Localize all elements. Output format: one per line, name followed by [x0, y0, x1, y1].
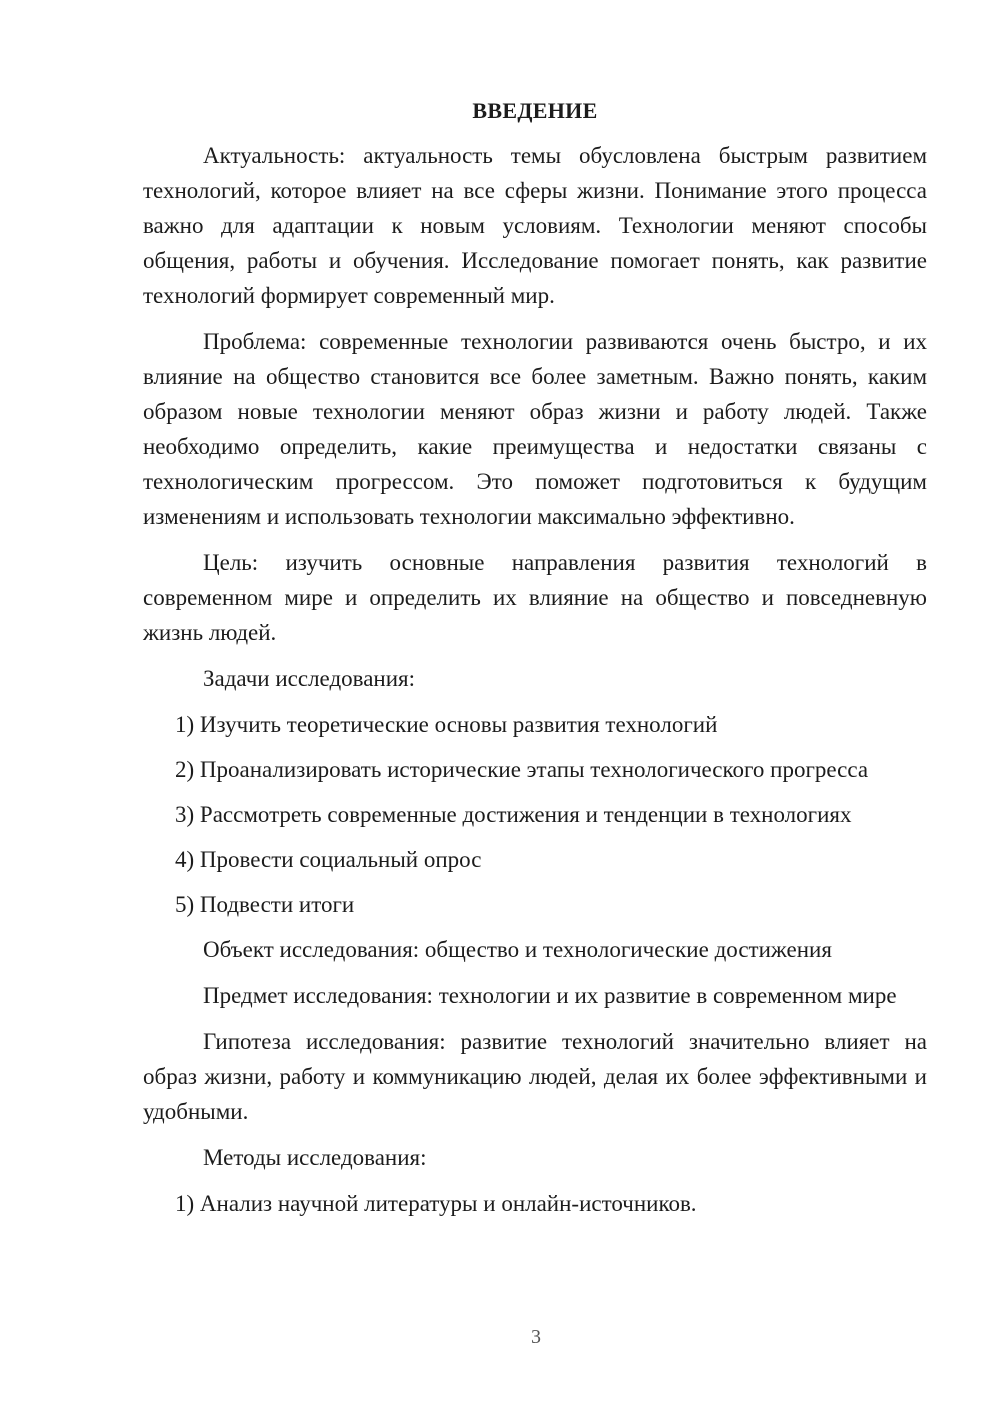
problem-paragraph: Проблема: современные технологии развиваются очень быстро, и их влияние на общество становится все более заметным. Важно понять, каким образом новые технологии меняют образ жизни и работу людей. Также необходимо определить, какие преимущества и недостатки связаны с технологическим прогрессом. Это поможет подготовиться к будущим изменениям и использовать технологии максимально эффективно.: [143, 329, 927, 529]
list-item: 4) Провести социальный опрос: [175, 847, 482, 872]
subject-paragraph: Предмет исследования: технологии и их развитие в современном мире: [203, 983, 897, 1008]
page-title: ВВЕДЕНИЕ: [472, 98, 598, 123]
page-number: 3: [531, 1326, 541, 1348]
methods-heading: Методы исследования:: [203, 1145, 427, 1170]
methods-list: [143, 1186, 927, 1221]
list-item: 2) Проанализировать исторические этапы технологического прогресса: [175, 757, 869, 782]
list-item: 3) Рассмотреть современные достижения и тенденции в технологиях: [175, 802, 852, 827]
relevance-paragraph: Актуальность: актуальность темы обусловлена быстрым развитием технологий, которое влияет на все сферы жизни. Понимание этого процесса важно для адаптации к новым условиям. Технологии меняют способы общения, работы и обучения. Исследование помогает понять, как развитие технологий формирует современный мир.: [143, 143, 927, 308]
object-line: Объект исследования: общество и технологические достижения: [203, 937, 832, 962]
list-item: 1) Изучить теоретические основы развития технологий: [175, 712, 718, 737]
list-item: 5) Подвести итоги: [175, 892, 355, 917]
tasks-heading: Задачи исследования:: [203, 666, 416, 691]
goal-paragraph: Цель: изучить основные направления развития технологий в современном мире и определить их влияние на общество и повседневную жизнь людей.: [143, 550, 927, 645]
list-item: 1) Анализ научной литературы и онлайн-источников.: [175, 1191, 697, 1216]
tasks-list: [143, 707, 927, 922]
hypothesis-paragraph: Гипотеза исследования: развитие технологий значительно влияет на образ жизни, работу и коммуникацию людей, делая их более эффективными и удобными.: [143, 1029, 927, 1124]
document-body: [143, 96, 927, 1231]
